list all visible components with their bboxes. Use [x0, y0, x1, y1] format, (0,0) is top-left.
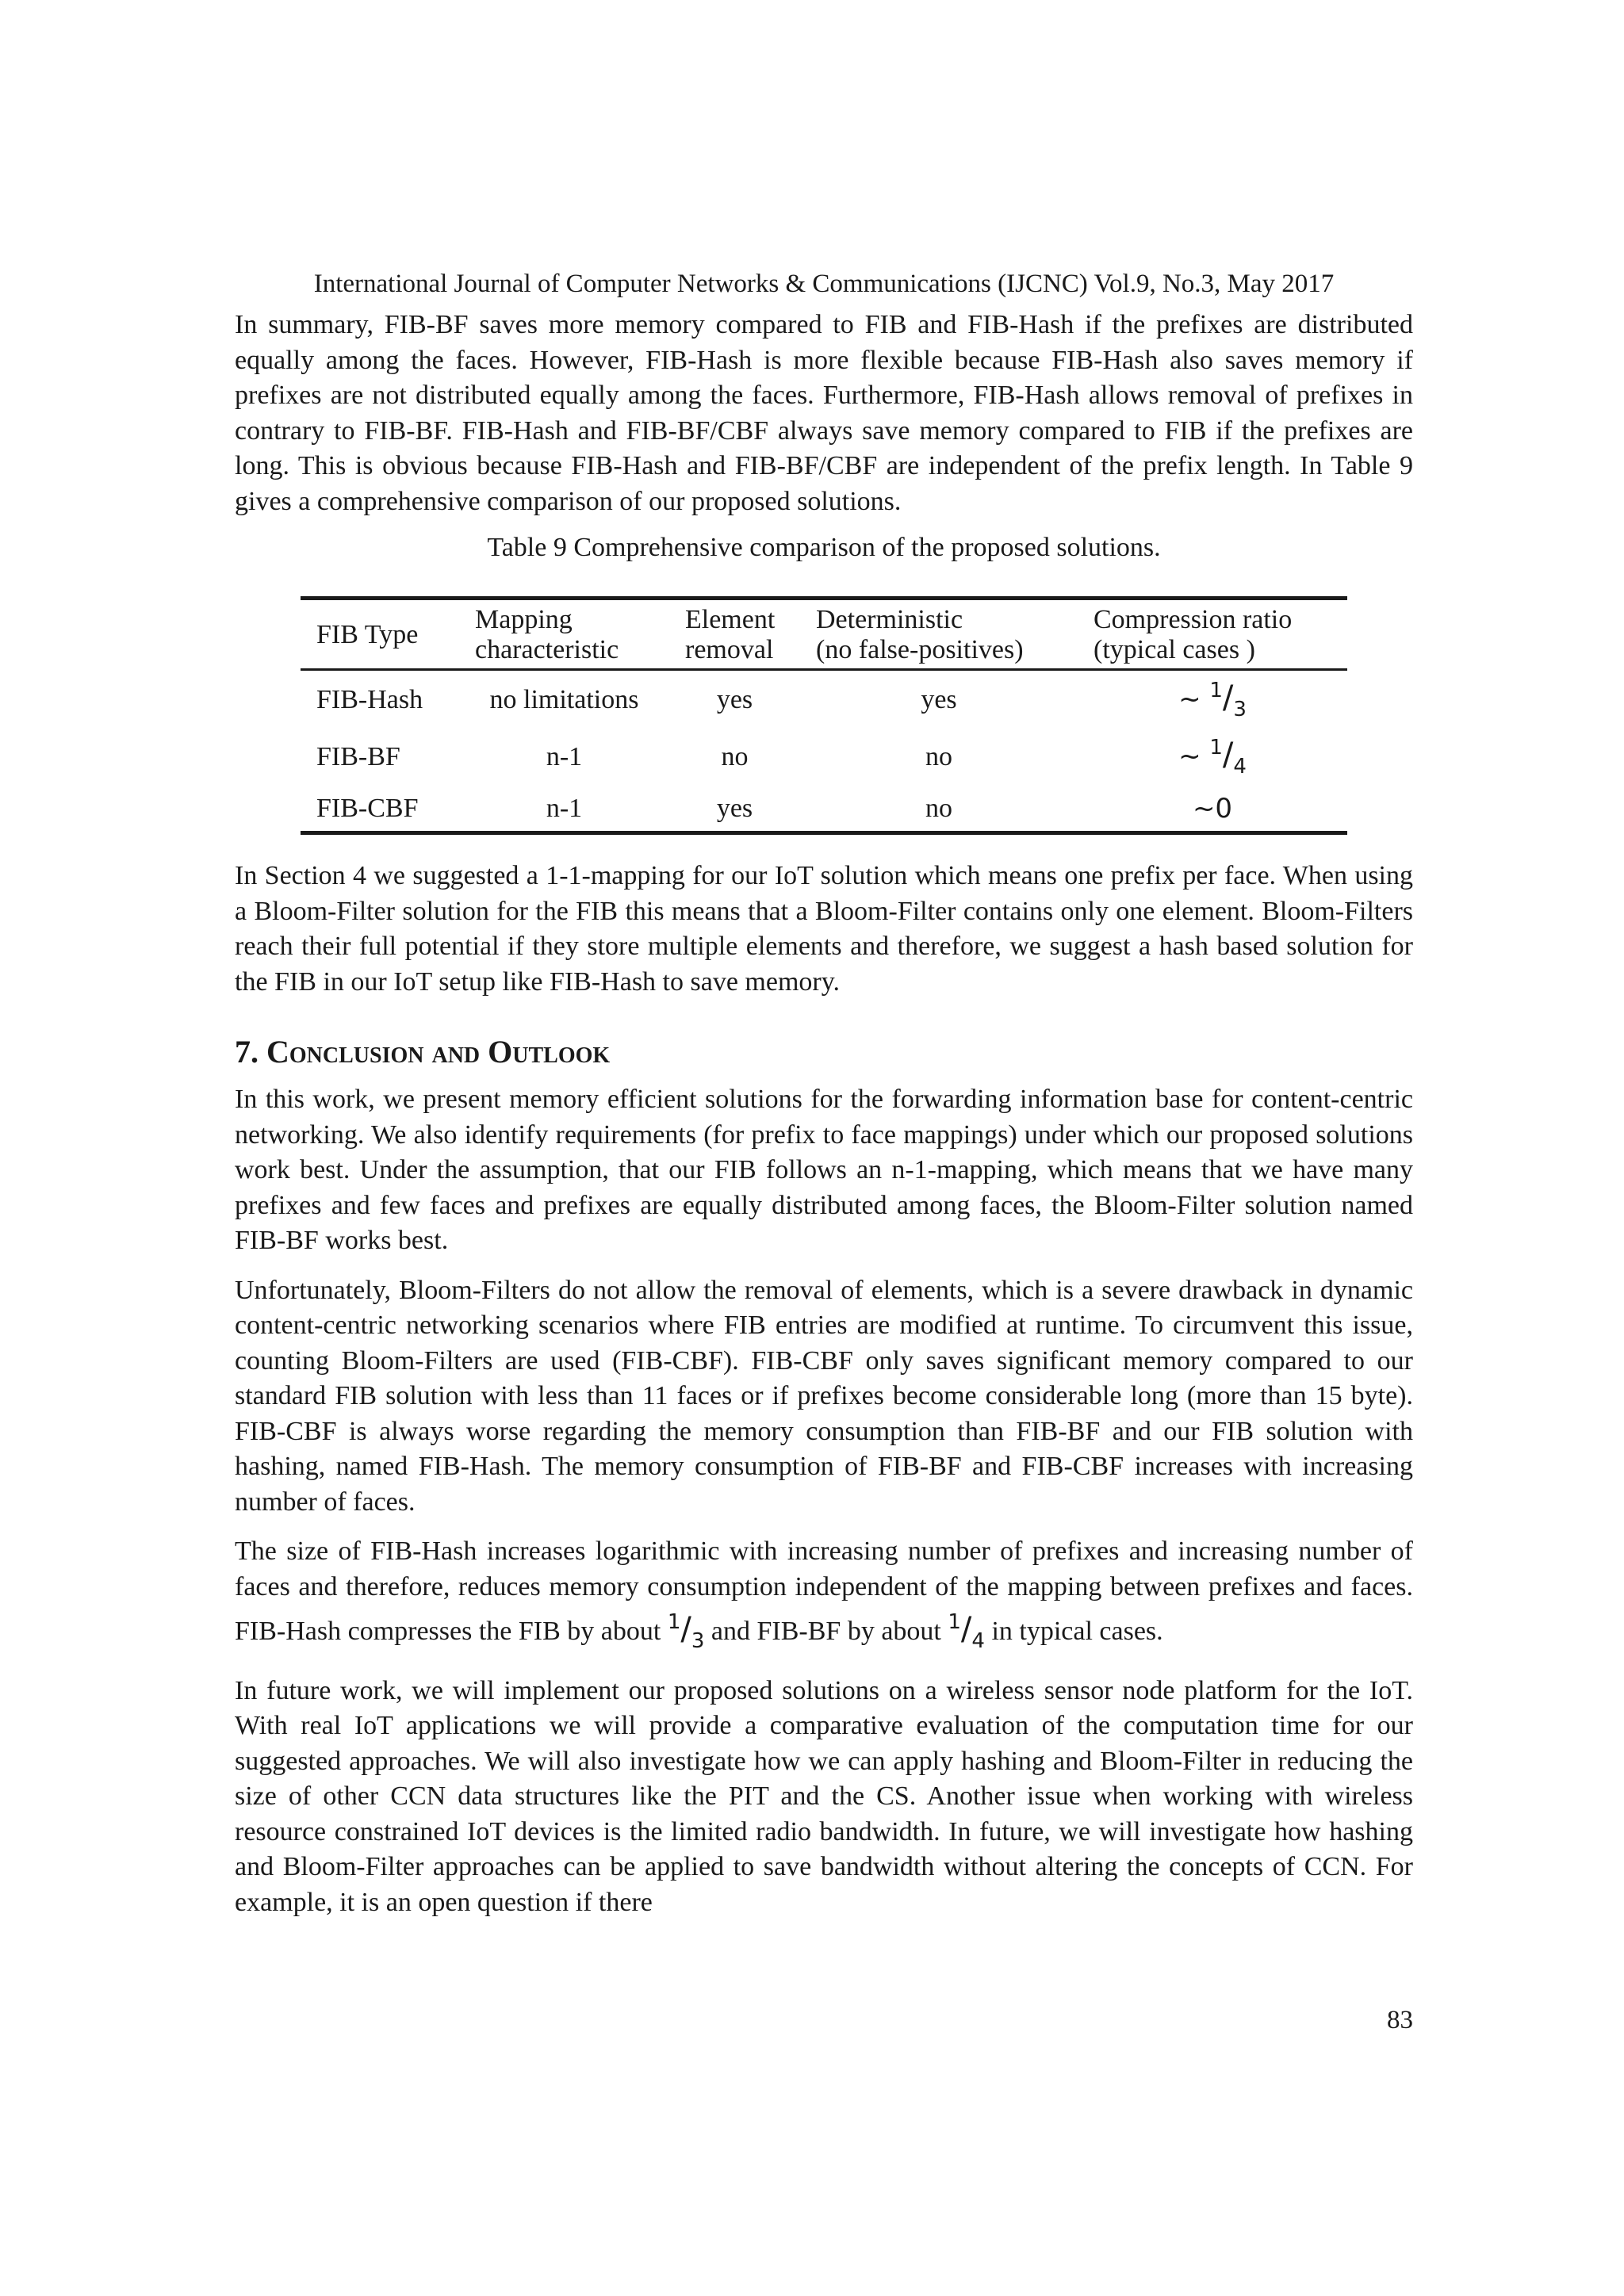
table-caption: Table 9 Comprehensive comparison of the proposed solutions.	[487, 533, 1161, 562]
section-title: Conclusion and Outlook	[266, 1034, 611, 1070]
cell-fib-type: FIB-Hash	[316, 685, 423, 714]
cell-mapping: n-1	[546, 794, 583, 823]
cell-removal: no	[721, 742, 749, 771]
table-row	[301, 785, 1347, 833]
cell-removal: yes	[716, 685, 753, 714]
running-header: International Journal of Computer Networks & Communications (IJCNC) Vol.9, No.3, May 2017	[313, 270, 1335, 298]
summary-paragraph: In summary, FIB-BF saves more memory compared to FIB and FIB-Hash if the prefixes are distributed equally among the faces. However, FIB-Hash is more flexible because FIB-Hash also saves memory if prefixes are not distributed equally among the faces. Furthermore, FIB-Hash allows removal of prefixes in contrary to FIB-BF. FIB-Hash and FIB-BF/CBF always save memory compared to FIB if the prefixes are long. This is obvious because FIB-Hash and FIB-BF/CBF are independent of the prefix length. In Table 9 gives a comprehensive comparison of our proposed solutions.	[235, 310, 1413, 516]
table-row	[301, 728, 1347, 785]
cell-compression-ratio: ~ $^1/_3$	[1178, 679, 1247, 721]
cell-compression-ratio: ~0	[1192, 792, 1233, 825]
section4-paragraph: In Section 4 we suggested a 1-1-mapping for our IoT solution which means one prefix per face. When using a Bloom-Filter solution for the FIB this means that a Bloom-Filter contains only one element. Bloom-Filters reach their full potential if they store multiple elements and therefore, we suggest a hash based solution for the FIB in our IoT setup like FIB-Hash to save memory.	[235, 861, 1413, 997]
table-row	[301, 670, 1347, 729]
section-heading	[235, 1033, 1413, 1071]
header-deterministic: Deterministic (no false-positives)	[816, 605, 1024, 664]
future-work-paragraph: In future work, we will implement our proposed solutions on a wireless sensor node platform for the IoT. With real IoT applications we will provide a comparative evaluation of the computation time for our suggested approaches. We will also investigate how we can apply hashing and Bloom-Filter in reducing the size of other CCN data structures like the PIT and the CS. Another issue when working with wireless resource constrained IoT devices is the limited radio bandwidth. In future, we will investigate how hashing and Bloom-Filter approaches can be applied to save bandwidth without altering the concepts of CCN. For example, it is an open question if there	[235, 1675, 1413, 1917]
header-mapping: Mapping characteristic	[475, 605, 619, 664]
comparison-table	[301, 596, 1347, 835]
conclusion-paragraph: In this work, we present memory efficient solutions for the forwarding information base for content-centric networking. We also identify requirements (for prefix to face mappings) under which our proposed solutions work best. Under the assumption, that our FIB follows an n-1-mapping, which means that we have many prefixes and few faces and prefixes are equally distributed among faces, the Bloom-Filter solution named FIB-BF works best.	[235, 1085, 1413, 1255]
header-element-removal: Element removal	[685, 605, 776, 664]
cell-compression-ratio: ~ $^1/_4$	[1178, 736, 1247, 779]
header-compression-ratio: Compression ratio (typical cases )	[1094, 605, 1293, 664]
cell-deterministic: yes	[921, 685, 957, 714]
cell-mapping: n-1	[546, 742, 583, 771]
page-number: 83	[1387, 2006, 1413, 2034]
cell-mapping: no limitations	[489, 685, 639, 714]
table-header-row	[301, 599, 1347, 670]
section-number: 7.	[235, 1034, 259, 1070]
cell-fib-type: FIB-CBF	[316, 794, 419, 823]
cell-deterministic: no	[925, 794, 952, 823]
cell-removal: yes	[716, 794, 753, 823]
size-paragraph: The size of FIB-Hash increases logarithmic with increasing number of prefixes and increasing number of faces and therefore, reduces memory consumption independent of the mapping between prefixes and faces. FIB-Hash compresses the FIB by about $^1/_3$ and FIB-BF by about $^1/_4$ in typical cases.	[235, 1536, 1413, 1653]
header-fib-type: FIB Type	[316, 620, 419, 649]
page-body	[235, 308, 1413, 1920]
cell-fib-type: FIB-BF	[316, 742, 400, 771]
cell-deterministic: no	[925, 742, 952, 771]
conclusion-paragraph: Unfortunately, Bloom-Filters do not allow the removal of elements, which is a severe drawback in dynamic content-centric networking scenarios where FIB entries are modified at runtime. To circumvent this issue, counting Bloom-Filters are used (FIB-CBF). FIB-CBF only saves significant memory compared to our standard FIB solution with less than 11 faces or if prefixes become considerable long (more than 15 byte). FIB-CBF is always worse regarding the memory consumption than FIB-BF and our FIB solution with hashing, named FIB-Hash. The memory consumption of FIB-BF and FIB-CBF increases with increasing number of faces.	[235, 1275, 1413, 1517]
